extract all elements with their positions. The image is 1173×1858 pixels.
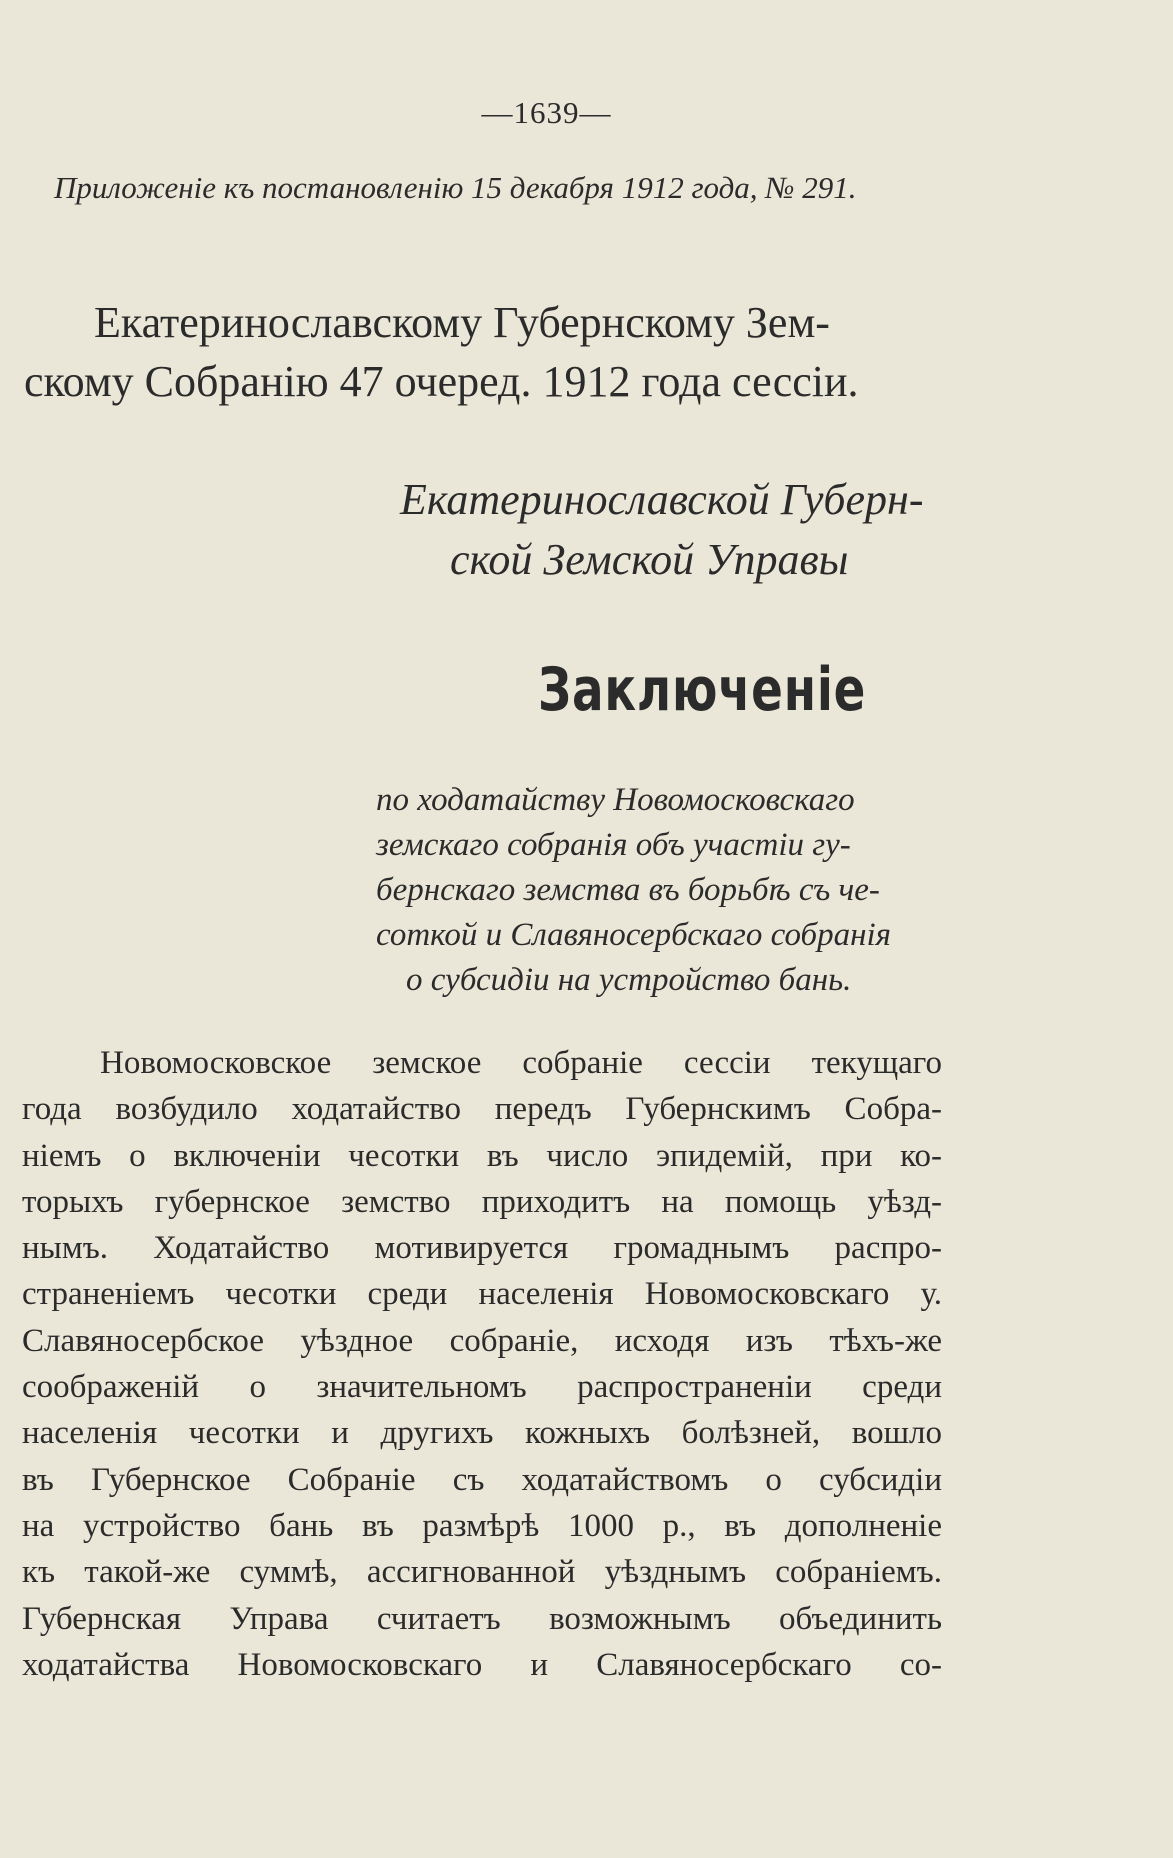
- body-line: ніемъ о включеніи чесотки въ число эпидемій, при ко-: [22, 1137, 942, 1174]
- body-line: соображеній о значительномъ распространеніи среди: [22, 1369, 942, 1406]
- body-line: страненіемъ чесотки среди населенія Новомосковскаго у.: [22, 1276, 942, 1313]
- body-line: Славяносербское уѣздное собраніе, исходя изъ тѣхъ-же: [22, 1322, 942, 1359]
- sender-block: [400, 470, 960, 590]
- body-line: нымъ. Ходатайство мотивируется громаднымъ распро-: [22, 1230, 942, 1267]
- subject-line: о субсидіи на устройство бань.: [406, 962, 852, 998]
- attachment-note: Приложеніе къ постановленію 15 декабря 1912 года, № 291.: [54, 170, 857, 205]
- body-line: года возбудило ходатайство передъ Губернскимъ Собра-: [22, 1091, 942, 1128]
- body-line: населенія чесотки и другихъ кожныхъ болѣзней, вошло: [22, 1415, 942, 1452]
- body-line: въ Губернское Собраніе съ ходатайствомъ о субсидіи: [22, 1461, 942, 1498]
- body-line: Губернская Управа считаетъ возможнымъ объединить: [22, 1600, 942, 1637]
- subject-block: [376, 778, 946, 1003]
- addressee-line: Екатеринославскому Губернскому Зем-: [94, 298, 830, 347]
- subject-line: земскаго собранія объ участіи гу-: [376, 827, 851, 863]
- body-line: ходатайства Новомосковскаго и Славяносербскаго со-: [22, 1646, 942, 1683]
- document-heading: Заключеніе: [538, 655, 867, 725]
- body-line: Новомосковское земское собраніе сессіи текущаго: [100, 1045, 942, 1081]
- page-number: [0, 95, 1173, 131]
- body-line: на устройство бань въ размѣрѣ 1000 р., въ дополненіе: [22, 1507, 942, 1544]
- sender-line: Екатеринославской Губерн-: [400, 475, 924, 524]
- subject-line: по ходатайству Новомосковскаго: [376, 782, 855, 818]
- page-number-text: —1639—: [481, 95, 612, 130]
- addressee-line: скому Собранію 47 очеред. 1912 года сессіи.: [24, 357, 859, 406]
- body-paragraph: [22, 1040, 942, 1688]
- body-line: торыхъ губернское земство приходитъ на помощь уѣзд-: [22, 1183, 942, 1220]
- sender-line: ской Земской Управы: [450, 535, 849, 584]
- body-line: къ такой-же суммѣ, ассигнованной уѣзднымъ собраніемъ.: [22, 1554, 942, 1591]
- addressee-block: [24, 293, 954, 411]
- subject-line: бернскаго земства въ борьбѣ съ че-: [376, 872, 880, 908]
- subject-line: соткой и Славяносербскаго собранія: [376, 917, 892, 953]
